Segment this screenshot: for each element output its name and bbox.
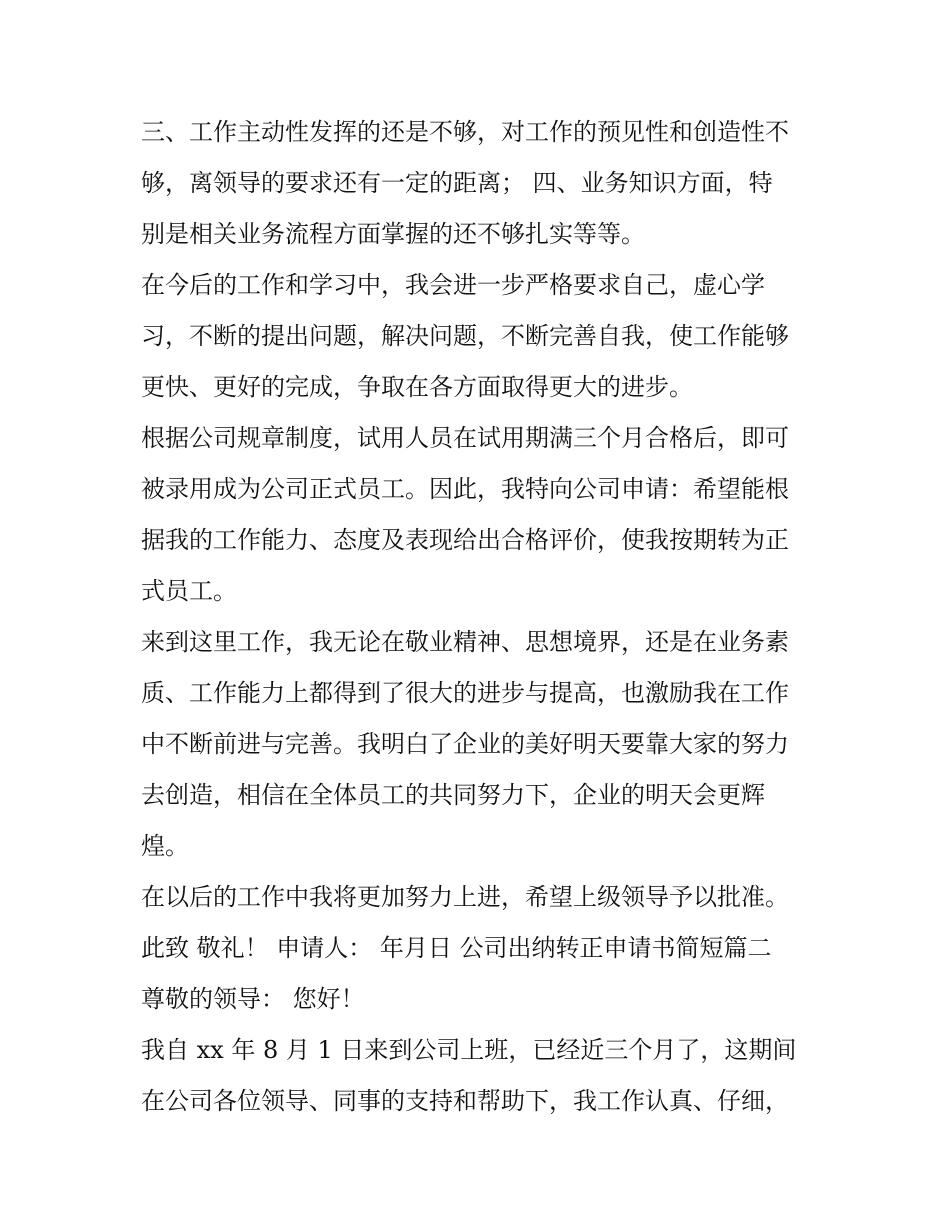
text-line: 三、工作主动性发挥的还是不够，对工作的预见性和创造性不 bbox=[141, 118, 789, 146]
document-body bbox=[141, 107, 821, 1127]
text-line: 更快、更好的完成，争取在各方面取得更大的进步。 bbox=[141, 373, 693, 401]
text-line: 习，不断的提出问题，解决问题，不断完善自我，使工作能够 bbox=[141, 322, 789, 350]
text-line: 在今后的工作和学习中，我会进一步严格要求自己，虚心学 bbox=[141, 271, 765, 299]
text-line: 式员工。 bbox=[141, 577, 237, 605]
text-line: 我自 xx 年 8 月 1 日来到公司上班，已经近三个月了，这期间 bbox=[141, 1036, 797, 1064]
text-line: 被录用成为公司正式员工。因此，我特向公司申请：希望能根 bbox=[141, 475, 789, 503]
text-line: 质、工作能力上都得到了很大的进步与提高，也激励我在工作 bbox=[141, 679, 789, 707]
text-line: 中不断前进与完善。我明白了企业的美好明天要靠大家的努力 bbox=[141, 730, 789, 758]
text-line: 别是相关业务流程方面掌握的还不够扎实等等。 bbox=[141, 220, 645, 248]
text-line: 在以后的工作中我将更加努力上进，希望上级领导予以批准。 bbox=[141, 883, 789, 911]
text-line: 来到这里工作，我无论在敬业精神、思想境界，还是在业务素 bbox=[141, 628, 789, 656]
text-line: 在公司各位领导、同事的支持和帮助下，我工作认真、仔细， bbox=[141, 1087, 789, 1115]
text-line: 此致 敬礼！ 申请人： 年月日 公司出纳转正申请书简短篇二 bbox=[141, 934, 772, 962]
text-line: 去创造，相信在全体员工的共同努力下，企业的明天会更辉 bbox=[141, 781, 765, 809]
text-line: 据我的工作能力、态度及表现给出合格评价，使我按期转为正 bbox=[141, 526, 789, 554]
text-line: 根据公司规章制度，试用人员在试用期满三个月合格后，即可 bbox=[141, 424, 789, 452]
text-line: 够，离领导的要求还有一定的距离； 四、业务知识方面，特 bbox=[141, 169, 773, 197]
text-line: 煌。 bbox=[141, 832, 189, 860]
text-line: 尊敬的领导： 您好！ bbox=[141, 985, 365, 1013]
